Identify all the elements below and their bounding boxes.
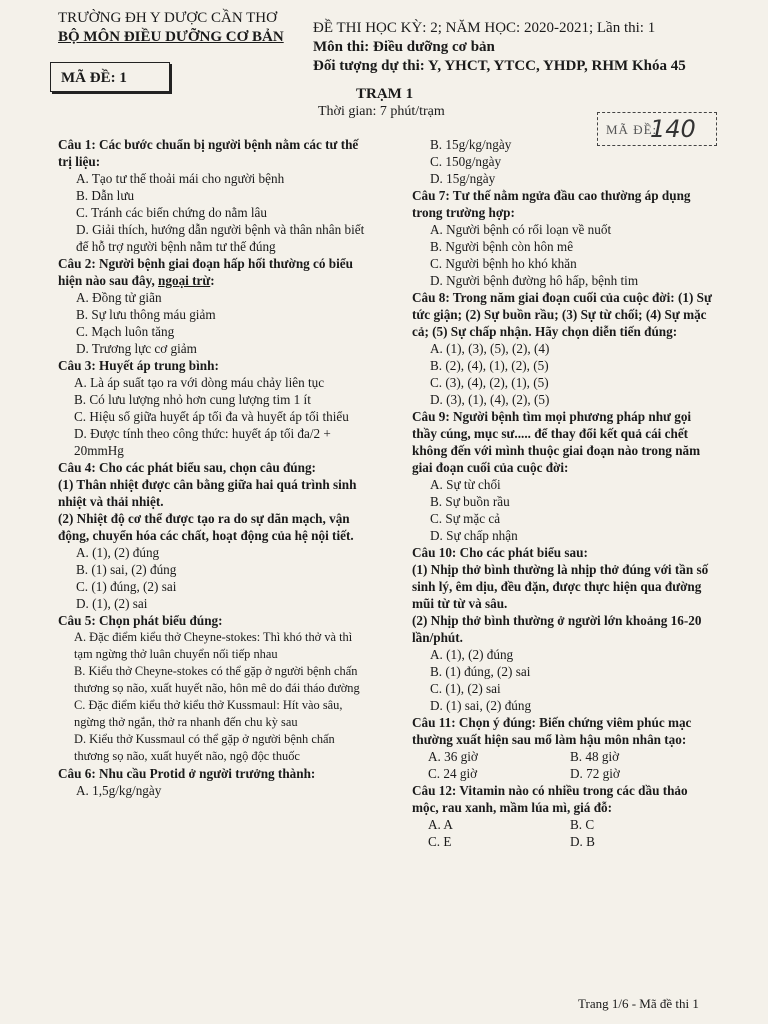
option: A. (1), (3), (5), (2), (4) bbox=[430, 341, 550, 356]
option: B. 15g/kg/ngày bbox=[430, 137, 512, 152]
option: B. Có lưu lượng nhỏ hơn cung lượng tim 1 ít bbox=[74, 392, 311, 407]
option: C. (1) đúng, (2) sai bbox=[76, 579, 177, 594]
option: D. Kiểu thở Kussmaul có thể gặp ở người bệnh chấn thương sọ não, xuất huyết não, ngộ độc thuốc bbox=[74, 732, 335, 763]
statement: (1) Thân nhiệt được cân bằng giữa hai quá trình sinh nhiệt và thải nhiệt. bbox=[58, 477, 357, 509]
question-1: Câu 1: Các bước chuẩn bị người bệnh nằm các tư thế trị liệu: bbox=[58, 137, 359, 169]
option: C. Đặc điểm kiểu thở kiểu thở Kussmaul: Hít vào sâu, ngừng thở ngắn, thở ra nhanh đến chu kỳ sau bbox=[74, 698, 343, 729]
option: A. (1), (2) đúng bbox=[430, 647, 514, 662]
question-7: Câu 7: Tư thế nằm ngửa đầu cao thường áp dụng trong trường hợp: bbox=[412, 188, 691, 220]
option: D. (1) sai, (2) đúng bbox=[430, 698, 532, 713]
option: B. Kiểu thở Cheyne-stokes có thể gặp ở người bệnh chấn thương sọ não, xuất huyết não, hôn mê do đái tháo đường bbox=[74, 664, 360, 695]
option: C. Tránh các biến chứng do nằm lâu bbox=[76, 205, 268, 220]
statement: (2) Nhịp thở bình thường ở người lớn khoảng 16-20 lần/phút. bbox=[412, 613, 702, 645]
exam-code-box: MÃ ĐỀ: 1 bbox=[50, 62, 170, 92]
option: B. Dẫn lưu bbox=[76, 188, 135, 203]
option: A. Sự từ chối bbox=[430, 477, 501, 492]
option: B. 48 giờ bbox=[570, 749, 620, 764]
option: B. (1) đúng, (2) sai bbox=[430, 664, 531, 679]
option: D. Sự chấp nhận bbox=[430, 528, 518, 543]
option-row bbox=[412, 833, 712, 850]
question-3: Câu 3: Huyết áp trung bình: bbox=[58, 358, 219, 373]
option: B. Sự lưu thông máu giảm bbox=[76, 307, 216, 322]
option: B. C bbox=[570, 817, 595, 832]
question-5: Câu 5: Chọn phát biểu đúng: bbox=[58, 613, 223, 628]
option: C. Mạch luôn tăng bbox=[76, 324, 175, 339]
stamp-label: MÃ ĐỀ: bbox=[606, 122, 658, 137]
exam-title: ĐỀ THI HỌC KỲ: 2; NĂM HỌC: 2020-2021; Lần thi: 1 bbox=[313, 20, 656, 36]
option: D. 72 giờ bbox=[570, 766, 620, 781]
option: A. A bbox=[428, 817, 453, 832]
option: D. (1), (2) sai bbox=[76, 596, 148, 611]
option: D. Người bệnh đường hô hấp, bệnh tim bbox=[430, 273, 639, 288]
option: C. (3), (4), (2), (1), (5) bbox=[430, 375, 549, 390]
question-8: Câu 8: Trong năm giai đoạn cuối của cuộc đời: (1) Sự tức giận; (2) Sự buồn rầu; (3) Sự từ chối; (4) Sự mặc cả; (5) Sự chấp nhận. Hãy chọn diễn tiến đúng: bbox=[412, 290, 712, 339]
option: A. 36 giờ bbox=[428, 749, 478, 764]
option: B. Người bệnh còn hôn mê bbox=[430, 239, 574, 254]
option: B. (2), (4), (1), (2), (5) bbox=[430, 358, 549, 373]
option-row bbox=[412, 748, 712, 765]
option: C. 24 giờ bbox=[428, 766, 478, 781]
option: C. (1), (2) sai bbox=[430, 681, 501, 696]
option: D. B bbox=[570, 834, 595, 849]
option: D. Được tính theo công thức: huyết áp tối đa/2 + 20mmHg bbox=[74, 426, 331, 458]
option: C. 150g/ngày bbox=[430, 154, 502, 169]
option-row bbox=[412, 816, 712, 833]
option: D. Giải thích, hướng dẫn người bệnh và thân nhân biết để hỗ trợ người bệnh nằm tư thế đúng bbox=[76, 222, 365, 254]
option: A. Đặc điểm kiểu thở Cheyne-stokes: Thì khó thở và thì tạm ngừng thở luân chuyển nối tiếp nhau bbox=[74, 630, 353, 661]
option: C. Hiệu số giữa huyết áp tối đa và huyết áp tối thiểu bbox=[74, 409, 349, 424]
exam-subject: Môn thi: Điều dưỡng cơ bản bbox=[313, 39, 495, 55]
option: B. Sự buồn rầu bbox=[430, 494, 510, 509]
option: D. Trương lực cơ giảm bbox=[76, 341, 197, 356]
option: C. Người bệnh ho khó khăn bbox=[430, 256, 577, 271]
option: A. 1,5g/kg/ngày bbox=[76, 783, 162, 798]
option: D. (3), (1), (4), (2), (5) bbox=[430, 392, 550, 407]
question-9: Câu 9: Người bệnh tìm mọi phương pháp như gọi thầy cúng, mục sư..... để thay đổi kết quả cái chết không đến với mình thuộc giai đoạn nào trong năm giai đoạn cuối của cuộc đời: bbox=[412, 409, 701, 475]
option: A. Đồng tử giãn bbox=[76, 290, 162, 305]
option: A. Người bệnh có rối loạn về nuốt bbox=[430, 222, 612, 237]
option: D. 15g/ngày bbox=[430, 171, 496, 186]
option: B. (1) sai, (2) đúng bbox=[76, 562, 177, 577]
left-column bbox=[58, 136, 372, 799]
stamp-handwritten-code: 140 bbox=[650, 115, 696, 143]
question-11: Câu 11: Chọn ý đúng: Biến chứng viêm phúc mạc thường xuất hiện sau mổ làm hậu môn nhân tạo: bbox=[412, 715, 692, 747]
option: A. (1), (2) đúng bbox=[76, 545, 160, 560]
statement: (1) Nhịp thở bình thường là nhịp thở đúng với tần số sinh lý, êm dịu, đều đặn, được thực hiện qua đường mũi từ từ và sâu. bbox=[412, 562, 709, 611]
option: A. Là áp suất tạo ra với dòng máu chảy liên tục bbox=[74, 375, 325, 390]
question-10: Câu 10: Cho các phát biểu sau: bbox=[412, 545, 588, 560]
question-2 bbox=[58, 255, 372, 289]
exam-audience: Đối tượng dự thi: Y, YHCT, YTCC, YHDP, RHM Khóa 45 bbox=[313, 58, 686, 74]
school-name: TRƯỜNG ĐH Y DƯỢC CẦN THƠ bbox=[58, 10, 277, 26]
option-row bbox=[412, 765, 712, 782]
question-2-emphasis: ngoại trừ bbox=[158, 273, 211, 288]
question-4: Câu 4: Cho các phát biểu sau, chọn câu đúng: bbox=[58, 460, 316, 475]
right-column bbox=[412, 136, 712, 850]
station-time: Thời gian: 7 phút/trạm bbox=[318, 104, 445, 119]
question-12: Câu 12: Vitamin nào có nhiều trong các dầu thảo mộc, rau xanh, mầm lúa mì, giá đỗ: bbox=[412, 783, 688, 815]
option: C. E bbox=[428, 834, 452, 849]
question-2-colon: : bbox=[210, 273, 215, 288]
option: A. Tạo tư thế thoải mái cho người bệnh bbox=[76, 171, 285, 186]
option: C. Sự mặc cả bbox=[430, 511, 501, 526]
question-6: Câu 6: Nhu cầu Protid ở người trưởng thành: bbox=[58, 766, 316, 781]
question-2-text: Câu 2: Người bệnh giai đoạn hấp hối thường có biểu hiện nào sau đây, bbox=[58, 256, 353, 288]
statement: (2) Nhiệt độ cơ thể được tạo ra do sự dãn mạch, vận động, chuyển hóa các chất, hoạt động của hệ nội tiết. bbox=[58, 511, 354, 543]
department-name: BỘ MÔN ĐIỀU DƯỠNG CƠ BẢN bbox=[58, 29, 284, 45]
page-footer: Trang 1/6 - Mã đề thi 1 bbox=[578, 996, 699, 1011]
station-title: TRẠM 1 bbox=[356, 86, 414, 102]
